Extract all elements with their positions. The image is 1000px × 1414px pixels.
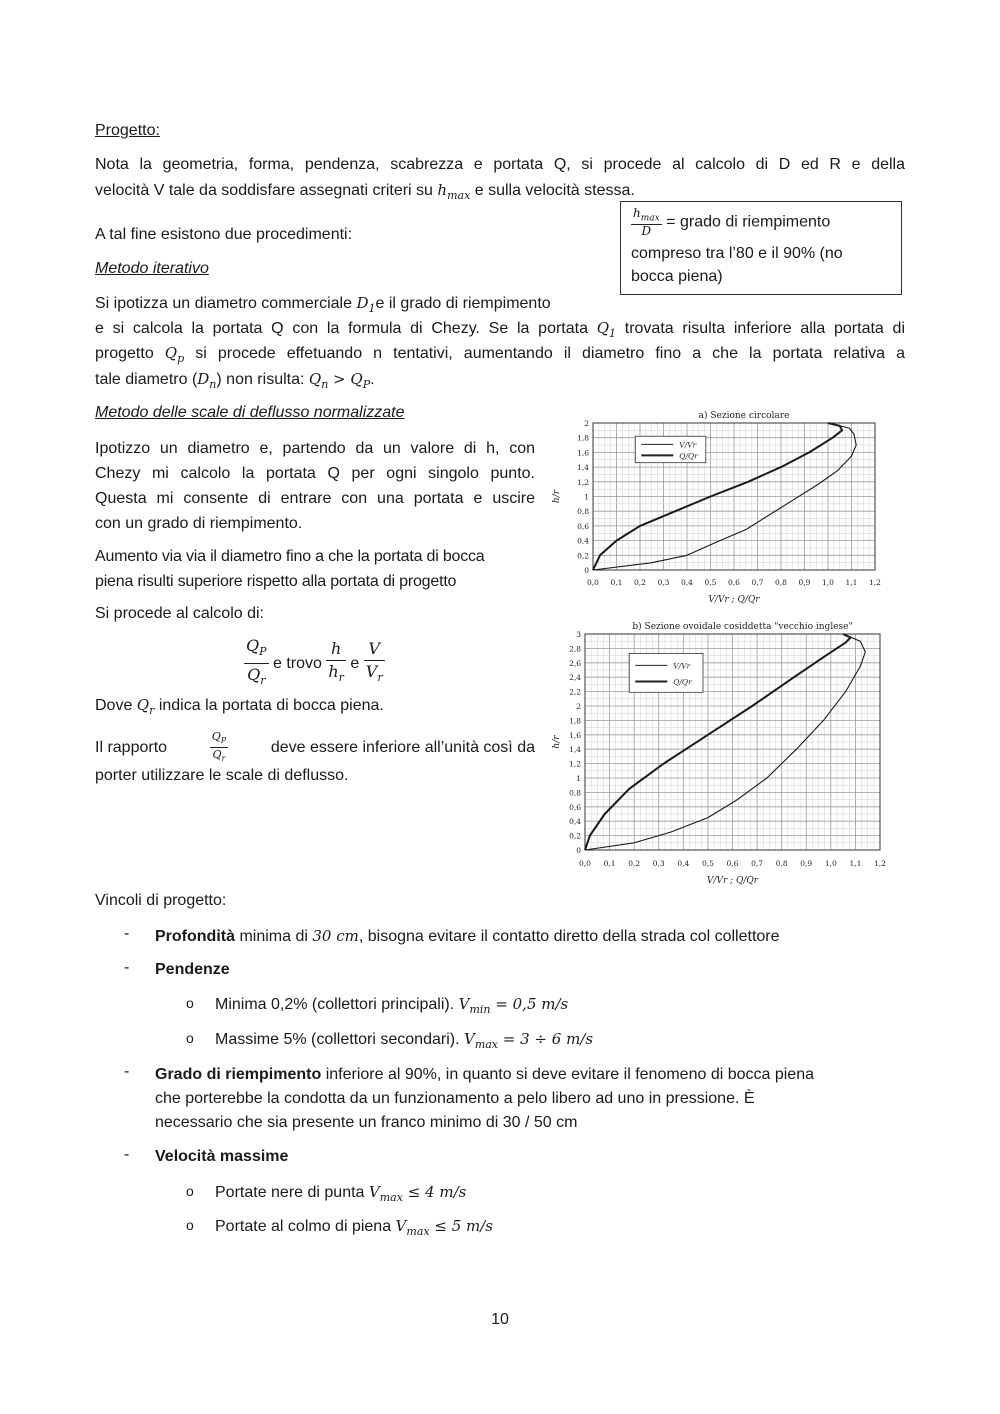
x-tick-label: 0,3 xyxy=(652,859,665,868)
x-tick-label: 1,0 xyxy=(824,859,837,868)
x-axis-label: V/Vr ; Q/Qr xyxy=(706,876,759,886)
slope-min: Minima 0,2% (collettori principali). $V_{min} = 0,5$ m/s xyxy=(215,995,569,1016)
bullet-circle: o xyxy=(186,1030,194,1046)
y-tick-label: 1,2 xyxy=(569,759,581,769)
y-tick-label: 1,8 xyxy=(569,716,581,726)
y-tick-label: 2 xyxy=(584,419,589,428)
bullet-dash: - xyxy=(124,1146,130,1163)
x-tick-label: 0,0 xyxy=(579,859,591,868)
y-tick-label: 2,2 xyxy=(569,687,581,697)
velocity-flood-peak: Portate al colmo di piena $V_{max} \le 5$ m/s xyxy=(215,1217,493,1238)
y-tick-label: 1,6 xyxy=(577,448,589,458)
x-tick-label: 0,1 xyxy=(610,578,623,587)
slope-max: Massime 5% (collettori secondari). $V_{max} = 3 \div 6$ m/s xyxy=(215,1030,594,1051)
y-tick-label: 0,6 xyxy=(577,521,589,531)
legend-label: Q/Qr xyxy=(673,677,692,687)
x-tick-label: 0,8 xyxy=(775,859,788,868)
x-tick-label: 0,5 xyxy=(704,578,717,587)
chart-title: a) Sezione circolare xyxy=(698,411,790,421)
constraint-slopes: Pendenze xyxy=(155,961,230,978)
y-tick-label: 3 xyxy=(576,630,581,639)
bullet-dash: - xyxy=(124,959,130,976)
y-tick-label: 0,2 xyxy=(577,551,589,561)
bullet-circle: o xyxy=(186,1183,194,1199)
x-tick-label: 0,6 xyxy=(728,578,740,587)
y-tick-label: 1 xyxy=(576,774,581,783)
flow-scale-charts xyxy=(545,405,905,886)
legend-label: Q/Qr xyxy=(679,451,698,461)
x-tick-label: 0,1 xyxy=(603,859,616,868)
method2-paragraph-1: Ipotizzo un diametro e, partendo da un valore di h, con Chezy mi calcolo la portata Q per ogni singolo punto. Questa mi consente di entrare con una portata e uscire con un grado di riempimento. xyxy=(95,440,535,532)
y-tick-label: 0,6 xyxy=(569,802,581,812)
constraints-title: Vincoli di progetto: xyxy=(95,892,227,909)
y-tick-label: 0,2 xyxy=(569,831,581,841)
method-iterative-title: Metodo iterativo xyxy=(95,260,209,277)
legend-label: V/Vr xyxy=(673,661,691,671)
y-tick-label: 0,4 xyxy=(577,536,589,546)
x-tick-label: 0,8 xyxy=(775,578,787,587)
y-tick-label: 1,8 xyxy=(577,433,589,443)
method2-paragraph-2: Aumento via via il diametro fino a che la portata di bocca piena risulti superiore rispetto alla portata di progetto xyxy=(95,548,485,590)
x-tick-label: 0,6 xyxy=(726,859,739,868)
y-tick-label: 1 xyxy=(584,492,589,502)
y-tick-label: 0,4 xyxy=(569,817,581,827)
x-tick-label: 1,1 xyxy=(845,578,858,587)
section-heading: Progetto: xyxy=(95,122,160,139)
y-tick-label: 2,6 xyxy=(569,658,581,668)
calc-intro: Si procede al calcolo di: xyxy=(95,605,264,622)
chart-ovoid-section xyxy=(552,621,886,886)
x-tick-label: 0,4 xyxy=(681,578,693,587)
ratio-line-2: porter utilizzare le scale di deflusso. xyxy=(95,767,349,784)
y-tick-label: 0 xyxy=(584,566,589,575)
fill-degree-note-box: $\frac{h_{max}}{D}$ = grado di riempimento compreso tra l’80 e il 90% (no bocca piena) xyxy=(620,201,902,295)
x-tick-label: 1,1 xyxy=(849,859,862,868)
method-scales-title: Metodo delle scale di deflusso normalizzate xyxy=(95,404,405,421)
x-tick-label: 0,3 xyxy=(657,578,670,587)
intro-line-2: velocità V tale da soddisfare assegnati criteri su $h_{max}$ e sulla velocità stessa. xyxy=(95,181,635,202)
y-tick-label: 0,8 xyxy=(577,507,589,517)
x-tick-label: 0,9 xyxy=(800,859,813,868)
x-axis-label: V/Vr ; Q/Qr xyxy=(708,595,760,605)
x-tick-label: 0,7 xyxy=(751,578,764,587)
y-tick-label: 2,4 xyxy=(569,673,581,683)
chart-title: b) Sezione ovoidale cosiddetta "vecchio inglese" xyxy=(632,622,853,632)
x-tick-label: 0,4 xyxy=(677,859,690,868)
hmax-over-d-fraction: $\frac{h_{max}}{D}$ xyxy=(633,206,660,239)
intro-line-1: Nota la geometria, forma, pendenza, scabrezza e portata Q, si procede al calcolo di D ed R e della xyxy=(95,156,905,173)
bullet-dash: - xyxy=(124,925,130,942)
x-tick-label: 1,2 xyxy=(874,859,886,868)
y-tick-label: 0 xyxy=(576,846,581,855)
constraint-velocity: Velocità massime xyxy=(155,1148,289,1165)
method1-line-1: Si ipotizza un diametro commerciale $D_1e$ il grado di riempimento xyxy=(95,294,551,315)
bullet-circle: o xyxy=(186,1217,194,1233)
ratio-line-1: Il rapporto $\frac{Q_P}{Q_r}$ deve essere inferiore all’unità così da xyxy=(95,730,535,764)
x-tick-label: 0,2 xyxy=(628,859,641,868)
y-tick-label: 1,6 xyxy=(569,730,581,740)
y-axis-label: h/r xyxy=(552,735,562,749)
x-tick-label: 0,9 xyxy=(798,578,811,587)
x-tick-label: 0,5 xyxy=(701,859,714,868)
constraint-fill-degree: Grado di riempimento inferiore al 90%, in quanto si deve evitare il fenomeno di bocca piena che porterebbe la condotta da un funzionamento a pelo libero ad uno in pressione. È necessario che sia presente un franco minimo di 30 / 50 cm xyxy=(155,1066,814,1131)
x-tick-label: 0,2 xyxy=(634,578,646,587)
y-tick-label: 1,4 xyxy=(569,745,581,755)
bullet-dash: - xyxy=(124,1063,130,1080)
formula-block: $\frac{Q_P}{Q_r}$ e trovo $\frac{h}{h_r}$ e $\frac{V}{V_r}$ xyxy=(246,636,383,688)
bullet-circle: o xyxy=(186,995,194,1011)
y-tick-label: 2,8 xyxy=(569,644,581,654)
y-tick-label: 1,2 xyxy=(577,477,589,487)
legend-box xyxy=(629,653,703,692)
method1-line-4: tale diametro $(D_n)$ non risulta: $Q_n > Q_P$. xyxy=(95,370,375,391)
x-tick-label: 0,0 xyxy=(587,578,599,587)
chart-circular-section xyxy=(552,410,881,605)
where-qr: Dove $Q_r$ indica la portata di bocca piena. xyxy=(95,696,384,717)
x-tick-label: 0,7 xyxy=(751,859,764,868)
y-tick-label: 0,8 xyxy=(569,788,581,798)
page-number: 10 xyxy=(491,1311,509,1328)
y-axis-label: h/r xyxy=(552,489,562,504)
method1-line-2: e si calcola la portata Q con la formula di Chezy. Se la portata $Q_1$ trovata risulta inferiore alla portata di xyxy=(95,319,905,340)
x-tick-label: 1,2 xyxy=(869,578,881,587)
method1-line-3: progetto $Q_p$ si procede effetuando n tentativi, aumentando il diametro fino a che la portata relativa a xyxy=(95,344,906,365)
y-tick-label: 2 xyxy=(576,702,581,711)
constraint-depth: Profondità minima di 30 cm, bisogna evitare il contatto diretto della strada col collettore xyxy=(155,927,780,945)
velocity-black-peak: Portate nere di punta $V_{max} \le 4$ m/s xyxy=(215,1183,467,1204)
legend-label: V/Vr xyxy=(679,440,697,450)
procedures-intro: A tal fine esistono due procedimenti: xyxy=(95,226,353,243)
y-tick-label: 1,4 xyxy=(577,463,589,473)
x-tick-label: 1,0 xyxy=(822,578,834,587)
